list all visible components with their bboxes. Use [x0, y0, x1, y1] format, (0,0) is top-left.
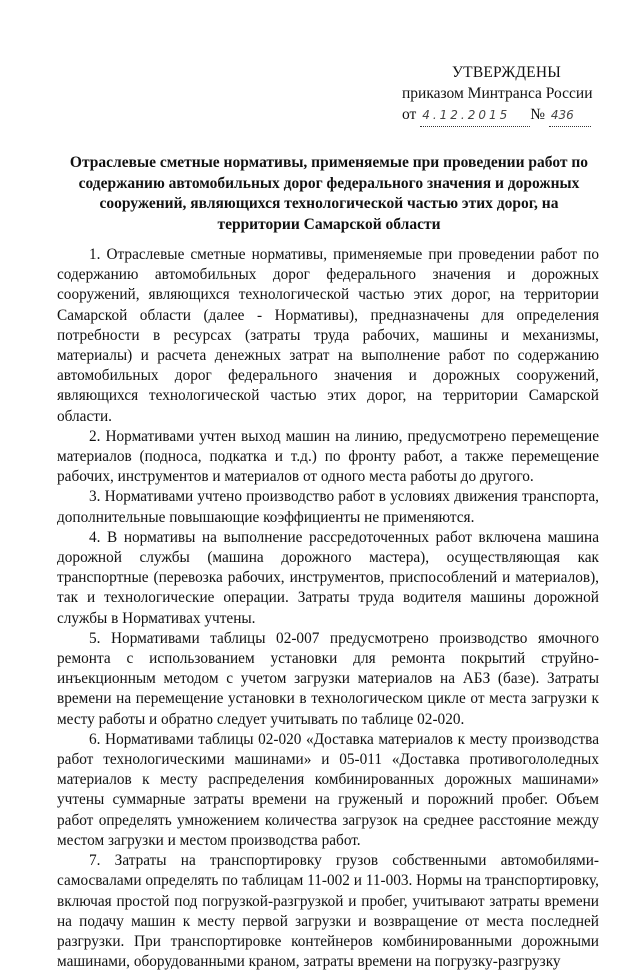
- approval-title: УТВЕРЖДЕНЫ: [452, 64, 561, 81]
- paragraph: 3. Нормативами учтено производство работ в условиях движения транспорта, дополнительные повышающие коэффициенты не применяются.: [57, 488, 599, 526]
- paragraph: 1. Отраслевые сметные нормативы, применяемые при проведении работ по содержанию автомобильных дорог федерального значения и дорожных сооружений, являющихся технологической частью этих дорог, на территории Самарской области (далее - Нормативы), предназначены для определения потребности в ресурсах (затраты труда рабочих, машины и механизмы, материалы) и расчета денежных затрат на выполнение работ по содержанию автомобильных дорог федерального значения и дорожных сооружений, являющихся технологической частью этих дорог, на территории Самарской области.: [57, 246, 599, 425]
- paragraph: 2. Нормативами учтен выход машин на линию, предусмотрено перемещение материалов (подноса, подкатка и т.д.) по фронту работ, а также перемещение рабочих, инструментов и материалов от одного места работы до другого.: [57, 427, 599, 486]
- number-prefix: №: [530, 106, 545, 123]
- date-prefix: от: [402, 106, 417, 123]
- document-body: [57, 245, 599, 972]
- handwritten-number: 436: [549, 105, 591, 127]
- approval-by-order: приказом Минтранса России: [402, 85, 593, 102]
- document-title: Отраслевые сметные нормативы, применяемые при проведении работ по содержанию автомобильных дорог федерального значения и дорожных сооружений, являющихся технологической частью этих дорог, на территории Самарской области: [69, 154, 589, 233]
- approval-date-line: [402, 104, 602, 127]
- paragraph: 5. Нормативами таблицы 02-007 предусмотрено производство ямочного ремонта с использованием установки для ремонта покрытий струйно-инъекционным методом с учетом загрузки материалов на АБЗ (базе). Затраты времени на перемещение установки в технологическом цикле от места загрузки к месту работы и обратно следует учитывать по таблице 02-020.: [57, 629, 599, 728]
- handwritten-date: 4.12.2015: [420, 105, 530, 127]
- paragraph: 4. В нормативы на выполнение рассредоточенных работ включена машина дорожной службы (машина дорожного мастера), осуществляющая как транспортные (перевозка рабочих, инструментов, приспособлений и материалов), так и технологические операции. Затраты труда водителя машины дорожной службы в Нормативах учтены.: [57, 528, 599, 627]
- approval-stamp: [402, 62, 602, 127]
- paragraph: 7. Затраты на транспортировку грузов собственными автомобилями-самосвалами определять по таблицам 11-002 и 11-003. Нормы на транспортировку, включая простой под погрузкой-разгрузкой и пробег, учитывают затраты времени на подачу машин к месту первой загрузки и возвращение от места последней разгрузки. При транспортировке контейнеров комбинированными дорожными машинами, оборудованными краном, затраты времени на погрузку-разгрузку: [57, 852, 599, 971]
- paragraph: 6. Нормативами таблицы 02-020 «Доставка материалов к месту производства работ технологическими машинами» и 05-011 «Доставка противогололедных материалов к месту распределения комбинированных дорожных машинами» учтены суммарные затраты времени на груженый и порожний пробег. Объем работ определять умножением количества загрузок на среднее расстояние между местом загрузки и местом производства работ.: [57, 730, 599, 849]
